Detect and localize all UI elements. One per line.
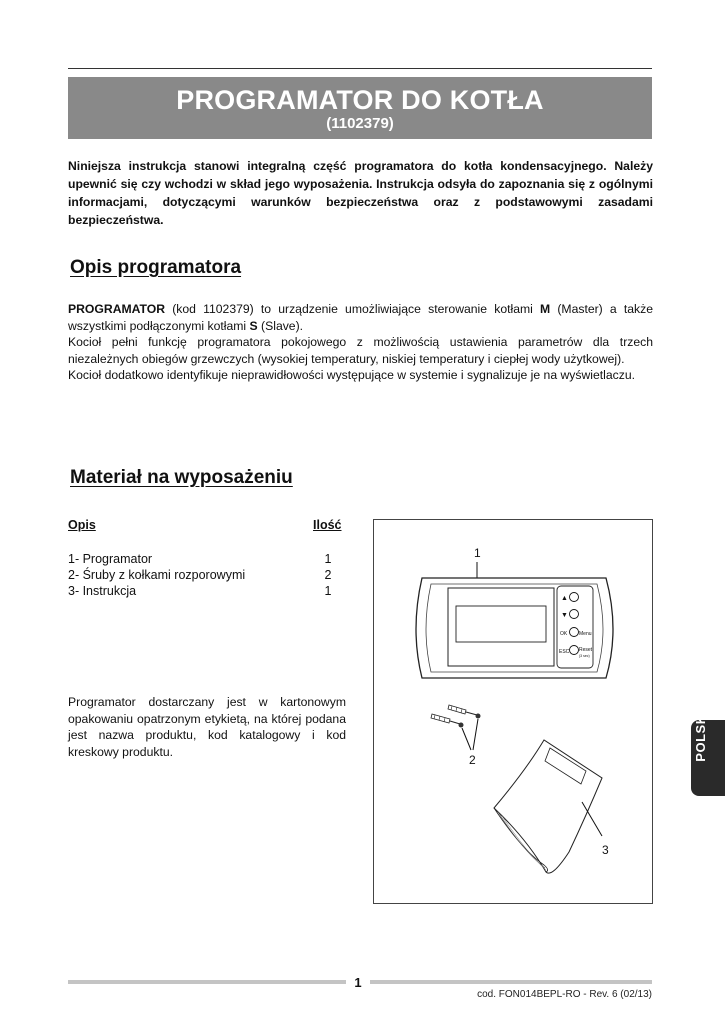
product-code: (1102379)	[326, 115, 394, 132]
master-term: M	[540, 302, 551, 316]
description-block	[68, 301, 653, 384]
language-tab-label: POLSKI	[693, 710, 708, 762]
list-item	[68, 551, 338, 567]
document-code: cod. FON014BEPL-RO - Rev. 6 (02/13)	[477, 989, 652, 1000]
section-heading-material: Materiał na wyposażeniu	[70, 467, 293, 488]
column-header-ilosc: Ilość	[313, 518, 342, 532]
packaging-paragraph: Programator dostarczany jest w kartonowym opakowaniu opatrzonym etykietą, na której podana jest nazwa produktu, kod katalogowy i kod kreskowy produktu.	[68, 695, 346, 759]
list-item	[68, 567, 338, 583]
title-banner	[68, 77, 652, 139]
description-paragraph-2: Kocioł pełni funkcję programatora pokojowego z możliwością ustawienia parametrów dla trzech niezależnych obiegów grzewczych (wysokiej temperatury, niskiej temperatury i ciepłej wody użytkowej).	[68, 335, 653, 366]
esc-reset-button[interactable]	[570, 646, 579, 655]
screws-with-anchors	[431, 705, 481, 728]
page-number: 1	[354, 975, 362, 990]
item-qty: 1	[324, 584, 332, 598]
description-paragraph-1: PROGRAMATOR (kod 1102379) to urządzenie umożliwiające sterowanie kotłami M (Master) a także wszystkimi podłączonymi kotłami S (Slave).	[68, 302, 653, 333]
programmer-device	[416, 578, 613, 678]
up-button[interactable]	[570, 593, 579, 602]
arrow-up-icon: ▲	[561, 595, 568, 602]
item-label: 2- Śruby z kołkami rozporowymi	[68, 568, 246, 582]
item-qty: 1	[324, 552, 332, 566]
programator-term: PROGRAMATOR	[68, 302, 166, 316]
callout-2: 2	[469, 753, 476, 767]
callout-2-line-b	[473, 719, 478, 750]
footer-bar-left	[68, 980, 346, 984]
ok-label: OK	[560, 631, 568, 637]
column-header-opis: Opis	[68, 518, 96, 532]
section-heading-opis: Opis programatora	[70, 257, 242, 278]
esc-label: ESC	[559, 649, 570, 655]
language-tab	[691, 710, 725, 796]
footer-bar-right	[370, 980, 652, 984]
reset-label: Reset	[579, 647, 593, 653]
item-label: 3- Instrukcja	[68, 584, 137, 598]
document-title: PROGRAMATOR DO KOTŁA	[176, 85, 544, 115]
intro-paragraph: Niniejsza instrukcja stanowi integralną część programatora do kotła kondensacyjnego. Należy upewnić się czy wchodzi w skład jego wyposażenia. Instrukcja odsyła do zapoznania się z ogólnymi informacjami, dotyczącymi warunków bezpieczeństwa oraz z podstawowymi zasadami bezpieczeństwa.	[68, 159, 653, 227]
material-list	[68, 551, 338, 599]
callout-3: 3	[602, 843, 609, 857]
display-screen	[456, 606, 546, 642]
down-button[interactable]	[570, 610, 579, 619]
callout-3-line	[582, 802, 602, 836]
list-item	[68, 583, 338, 599]
item-qty: 2	[324, 568, 332, 582]
slave-term: S	[249, 318, 258, 333]
menu-label: Menu	[579, 631, 592, 637]
description-paragraph-3: Kocioł dodatkowo identyfikuje nieprawidłowości występujące w systemie i sygnalizuje je na wyświetlaczu.	[68, 368, 635, 383]
instruction-manual	[494, 740, 602, 873]
callout-1: 1	[474, 546, 481, 560]
reset-sub-label: (3 sec)	[579, 654, 590, 658]
ok-menu-button[interactable]	[570, 628, 579, 637]
equipment-illustration	[373, 519, 653, 904]
item-label: 1- Programator	[68, 552, 153, 566]
arrow-down-icon: ▼	[561, 612, 568, 619]
callout-2-line-a	[462, 728, 471, 750]
top-rule	[68, 68, 652, 69]
